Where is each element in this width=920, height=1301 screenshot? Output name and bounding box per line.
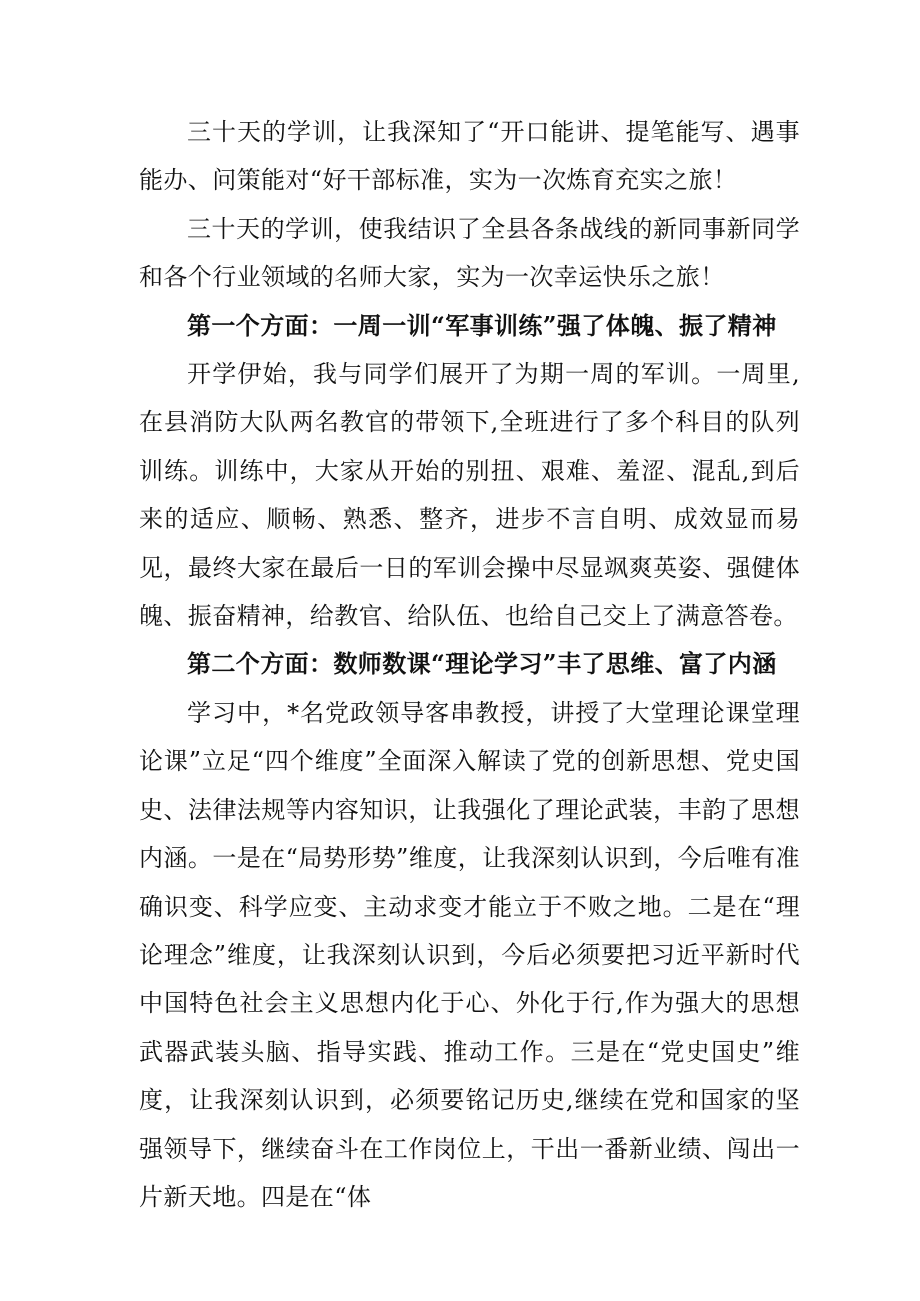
paragraph-study-summary-1: 三十天的学训，让我深知了“开口能讲、提笔能写、遇事能办、问策能对“好干部标准，实为一次炼育充实之旅！ <box>139 118 800 195</box>
document-page <box>139 108 800 1221</box>
section-heading-military-training: 第一个方面：一周一训“军事训练”强了体魄、振了精神 <box>187 310 777 340</box>
section-heading-theory-study: 第二个方面：数师数课“理论学习”丰了思维、富了内涵 <box>187 649 777 679</box>
paragraph-theory-study: 学习中，*名党政领导客串教授，讲授了大堂理论课堂理论课”立足“四个维度”全面深入解读了党的创新思想、党史国史、法律法规等内容知识，让我强化了理论武装，丰韵了思想内涵。一是在“局势形势”维度，让我深刻认识到，今后唯有准确识变、科学应变、主动求变才能立于不败之地。二是在“理论理念”维度，让我深刻认识到，今后必须要把习近平新时代中国特色社会主义思想内化于心、外化于行,作为强大的思想武器武装头脑、指导实践、推动工作。三是在“党史国史”维度，让我深刻认识到，必须要铭记历史,继续在党和国家的坚强领导下，继续奋斗在工作岗位上，干出一番新业绩、闯出一片新天地。四是在“体 <box>139 698 800 1211</box>
paragraph-study-summary-2: 三十天的学训，使我结识了全县各条战线的新同事新同学和各个行业领域的名师大家，实为一次幸运快乐之旅！ <box>139 214 800 292</box>
paragraph-military-training: 开学伊始，我与同学们展开了为期一周的军训。一周里,在县消防大队两名教官的带领下,全班进行了多个科目的队列训练。训练中，大家从开始的别扭、艰难、羞涩、混乱,到后来的适应、顺畅、熟悉、整齐，进步不言自明、成效显而易见，最终大家在最后一日的军训会操中尽显飒爽英姿、强健体魄、振奋精神，给教官、给队伍、也给自己交上了满意答卷。 <box>139 360 800 631</box>
